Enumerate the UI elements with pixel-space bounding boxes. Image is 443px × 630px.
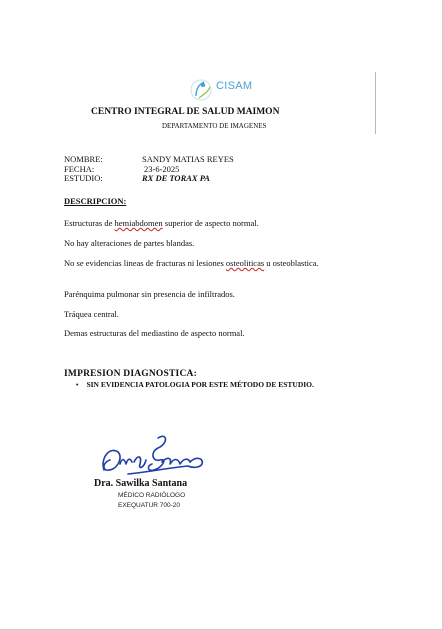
spellcheck-word-osteoliticas: osteoliticas: [225, 258, 265, 268]
study-label: ESTUDIO:: [64, 173, 103, 183]
cisam-logo-icon: [186, 76, 216, 104]
margin-divider-line: [375, 72, 376, 134]
paragraph-3-text-end: u osteoblastica.: [264, 258, 319, 268]
name-label: NOMBRE:: [64, 154, 103, 164]
cisam-logo: [186, 76, 258, 104]
description-paragraph-3: [64, 258, 364, 268]
spellcheck-word-hemiabdomen: hemiabdomen: [114, 218, 163, 228]
diagnosis-title: IMPRESION DIAGNOSTICA:: [64, 369, 197, 379]
logo-text: CISAM: [216, 80, 253, 92]
bullet-marker: •: [76, 381, 79, 389]
paragraph-3-text-start: No se evidencias lineas de fracturas ni lesiones: [64, 258, 226, 268]
description-paragraph-4: Parénquima pulmonar sin presencia de infiltrados.: [64, 289, 235, 299]
description-paragraph-2: No hay alteraciones de partes blandas.: [64, 238, 195, 248]
description-paragraph-1: [64, 218, 364, 228]
description-title: DESCRIPCION:: [64, 196, 127, 206]
name-value: SANDY MATIAS REYES: [142, 154, 234, 164]
date-label: FECHA:: [64, 163, 95, 174]
diagnosis-list: [76, 380, 314, 389]
date-value: 23-6-2025: [144, 163, 180, 174]
description-paragraph-6: Demas estructuras del mediastino de aspecto normal.: [64, 328, 245, 338]
paragraph-1-text-start: Estructuras de: [64, 218, 115, 228]
handwritten-signature: [98, 428, 210, 480]
doctor-exequatur: EXEQUATUR 700-20: [118, 502, 181, 509]
diagnosis-item: SIN EVIDENCIA PATOLOGIA POR ESTE MÉTODO DE ESTUDIO.: [86, 380, 314, 389]
description-paragraph-5: Tráquea central.: [64, 309, 119, 319]
study-value: RX DE TORAX PA: [142, 173, 210, 183]
doctor-role: MÉDICO RADIÓLOGO: [118, 492, 186, 499]
doctor-name: Dra. Sawilka Santana: [94, 478, 188, 489]
department-name: DEPARTAMENTO DE IMAGENES: [162, 122, 267, 130]
paragraph-1-text-end: superior de aspecto normal.: [162, 218, 259, 228]
center-name: CENTRO INTEGRAL DE SALUD MAIMON: [91, 107, 280, 117]
